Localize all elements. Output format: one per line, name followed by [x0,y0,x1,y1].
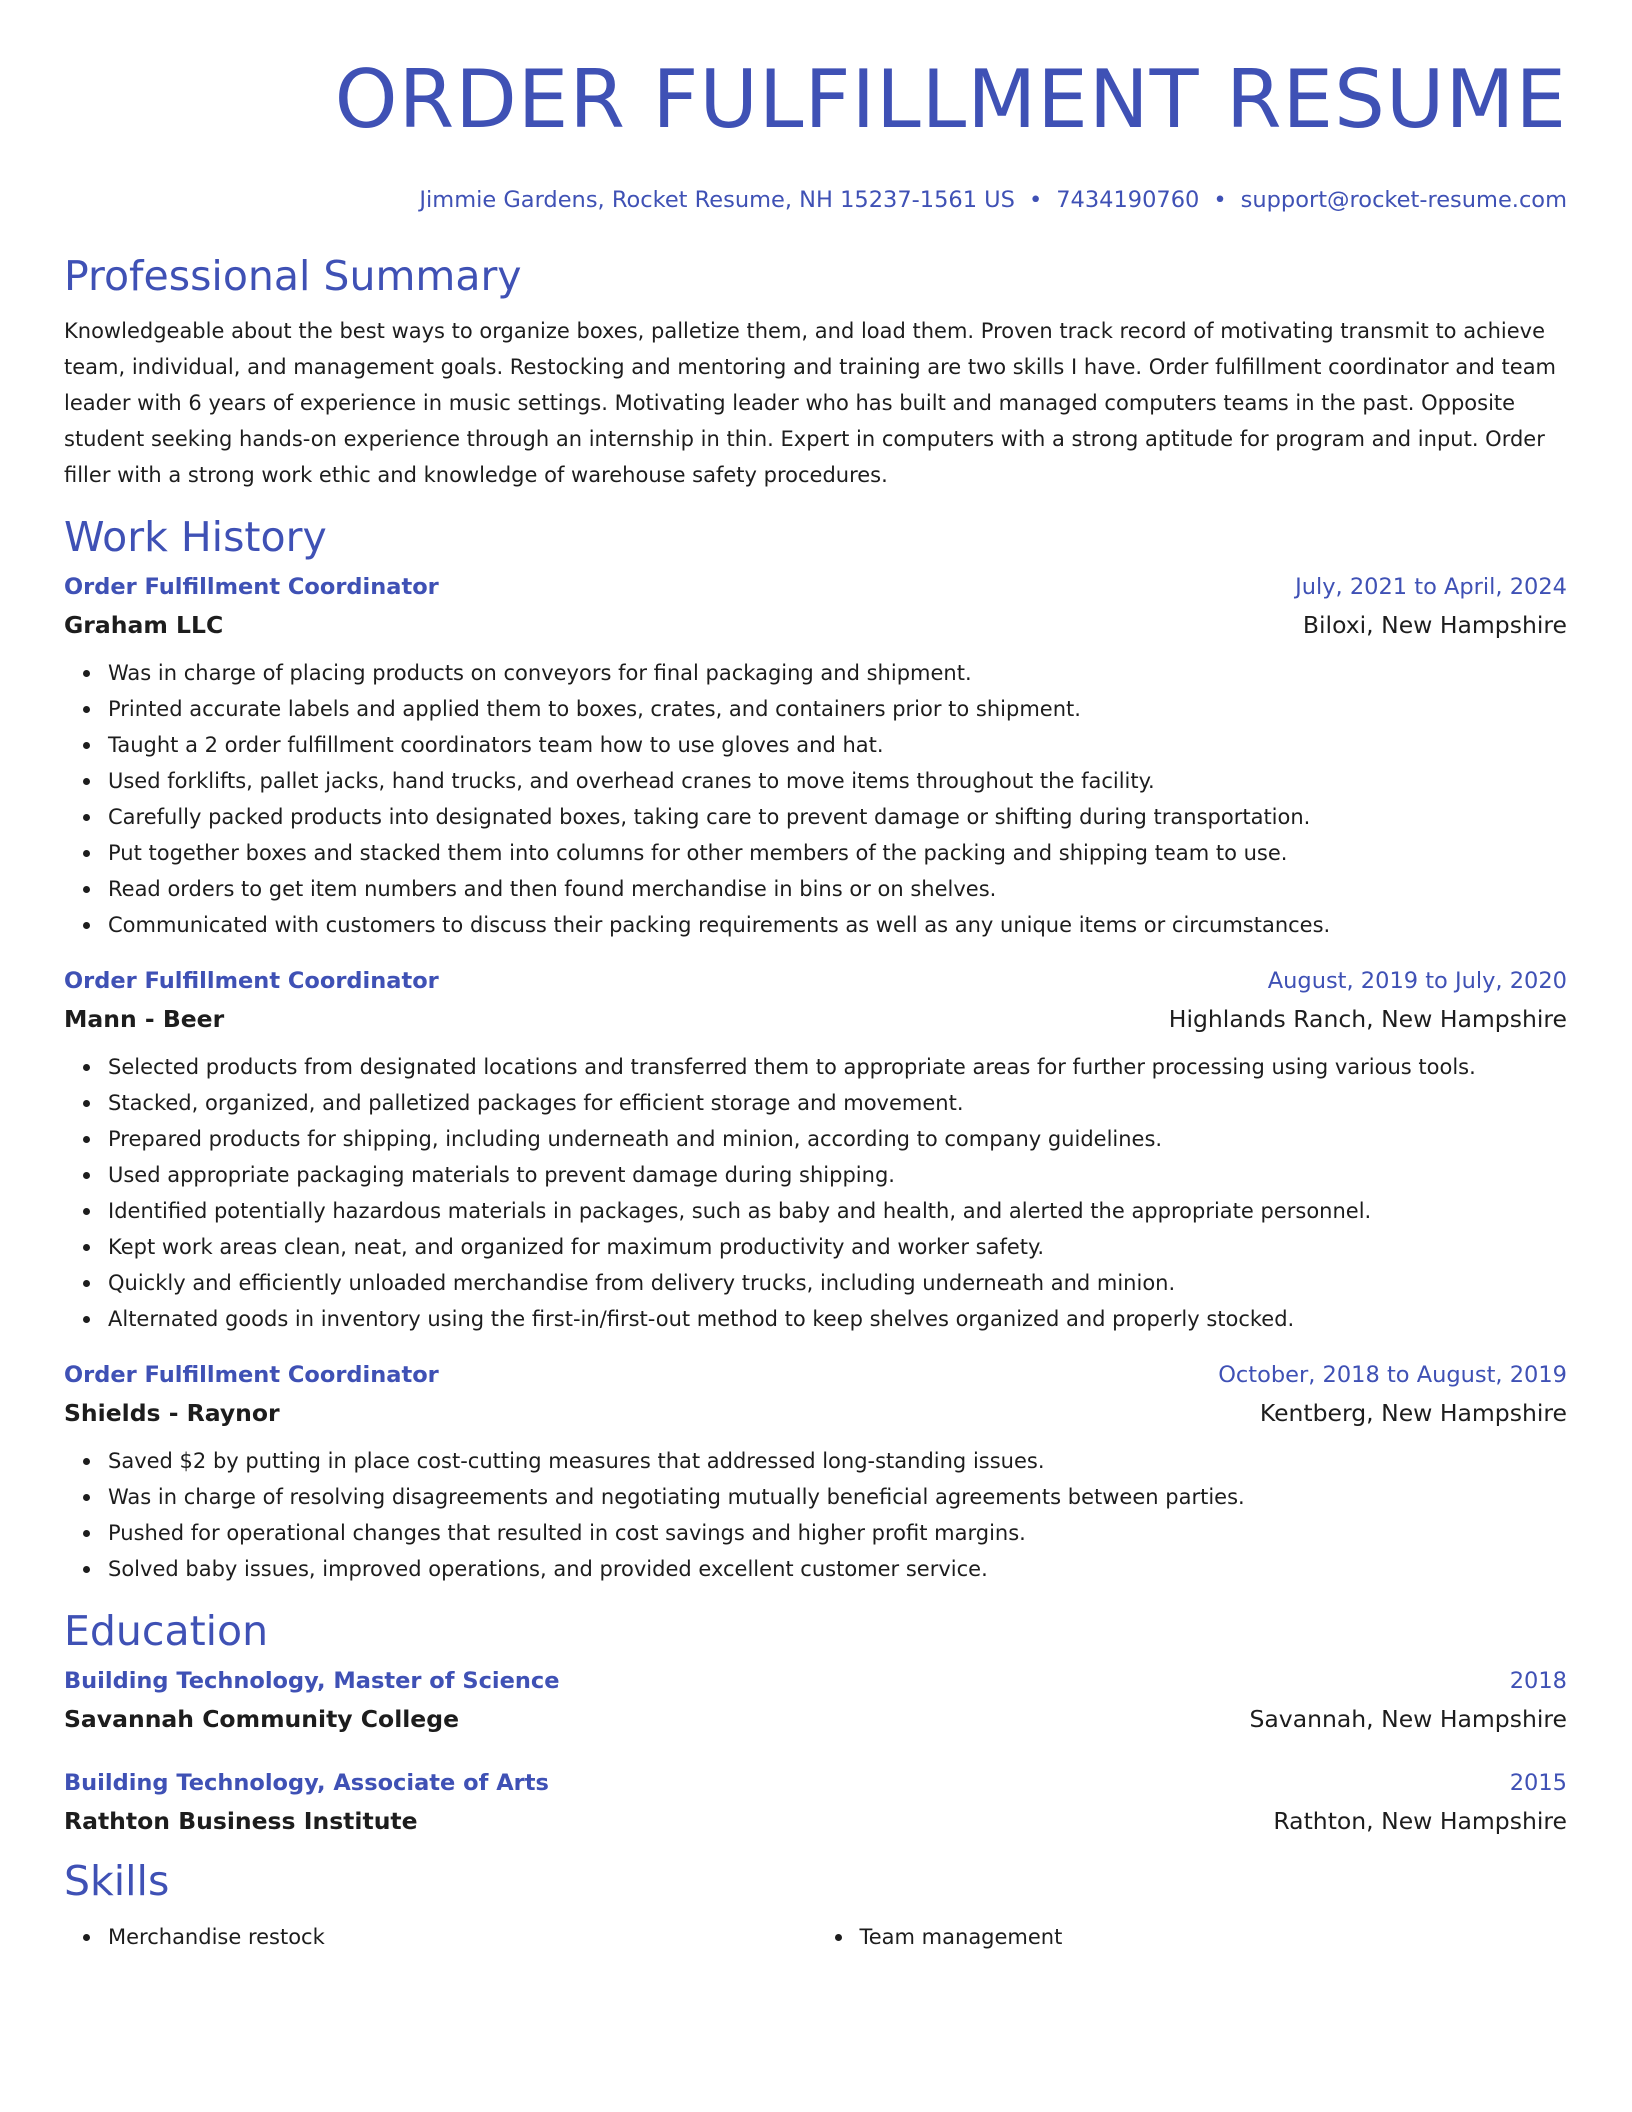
job-header-row [64,965,1567,997]
education-degree: Building Technology, Associate of Arts [64,1770,549,1796]
job-bullet: Kept work areas clean, neat, and organized for maximum productivity and worker safety. [108,1229,1567,1265]
job-title: Order Fulfillment Coordinator [64,1362,439,1388]
education-entry [64,1665,1567,1735]
section-title-education: Education [64,1607,269,1655]
job-bullet: Selected products from designated locations and transferred them to appropriate areas for further processing using various tools. [108,1049,1567,1085]
job-company-row [64,609,1567,641]
job-dates: July, 2021 to April, 2024 [1295,574,1567,600]
section-title-summary: Professional Summary [64,252,522,300]
skill-item: Team management [860,1919,1568,1955]
job-bullet: Identified potentially hazardous materials in packages, such as baby and health, and alerted the appropriate personnel. [108,1193,1567,1229]
job-bullet: Solved baby issues, improved operations, and provided excellent customer service. [108,1551,1567,1587]
job-location: Highlands Ranch, New Hampshire [1168,1005,1567,1033]
education-year: 2015 [1509,1770,1567,1796]
skill-item: Merchandise restock [108,1919,816,1955]
job-bullets [64,1049,1567,1337]
job-bullet: Read orders to get item numbers and then found merchandise in bins or on shelves. [108,871,1567,907]
contact-separator: • [1028,187,1043,213]
education-school-row [64,1703,1567,1735]
job-company-row [64,1003,1567,1035]
education-header-row [64,1767,1567,1799]
skills-column-left [64,1919,816,1955]
resume-title: ORDER FULFILLMENT RESUME [334,53,1567,146]
job-bullet: Alternated goods in inventory using the first-in/first-out method to keep shelves organized and properly stocked. [108,1301,1567,1337]
job-company: Mann - Beer [64,1005,225,1033]
job-bullet: Was in charge of resolving disagreements and negotiating mutually beneficial agreements between parties. [108,1479,1567,1515]
education-entry [64,1767,1567,1837]
job-company: Shields - Raynor [64,1399,280,1427]
section-title-work-history: Work History [64,513,327,561]
job-dates: October, 2018 to August, 2019 [1218,1362,1567,1388]
job-bullet: Used forklifts, pallet jacks, hand trucks, and overhead cranes to move items throughout the facility. [108,763,1567,799]
job-bullet: Prepared products for shipping, including underneath and minion, according to company guidelines. [108,1121,1567,1157]
education-school: Rathton Business Institute [64,1807,418,1835]
job-bullet: Stacked, organized, and palletized packages for efficient storage and movement. [108,1085,1567,1121]
job-entry [64,571,1567,943]
job-bullet: Carefully packed products into designated boxes, taking care to prevent damage or shifting during transportation. [108,799,1567,835]
contact-address: Jimmie Gardens, Rocket Resume, NH 15237-1561 US [419,187,1015,213]
job-bullet: Put together boxes and stacked them into columns for other members of the packing and shipping team to use. [108,835,1567,871]
education-location: Rathton, New Hampshire [1273,1807,1567,1835]
job-entry [64,1359,1567,1587]
section-title-skills: Skills [64,1857,170,1905]
job-bullet: Taught a 2 order fulfillment coordinators team how to use gloves and hat. [108,727,1567,763]
job-bullet: Pushed for operational changes that resulted in cost savings and higher profit margins. [108,1515,1567,1551]
job-header-row [64,1359,1567,1391]
job-dates: August, 2019 to July, 2020 [1267,968,1567,994]
education-degree: Building Technology, Master of Science [64,1668,560,1694]
job-header-row [64,571,1567,603]
education-header-row [64,1665,1567,1697]
job-title: Order Fulfillment Coordinator [64,968,439,994]
job-bullet: Used appropriate packaging materials to prevent damage during shipping. [108,1157,1567,1193]
job-bullet: Was in charge of placing products on conveyors for final packaging and shipment. [108,655,1567,691]
contact-line [64,184,1567,216]
job-bullets [64,1443,1567,1587]
education-location: Savannah, New Hampshire [1249,1705,1567,1733]
job-bullet: Printed accurate labels and applied them to boxes, crates, and containers prior to shipment. [108,691,1567,727]
skills-column-right [816,1919,1568,1955]
job-title: Order Fulfillment Coordinator [64,574,439,600]
contact-email[interactable]: support@rocket-resume.com [1240,187,1567,213]
job-company: Graham LLC [64,611,224,639]
skills-list [64,1919,1567,1955]
job-entry [64,965,1567,1337]
job-location: Biloxi, New Hampshire [1302,611,1567,639]
job-company-row [64,1397,1567,1429]
job-bullets [64,655,1567,943]
job-bullet: Quickly and efficiently unloaded merchandise from delivery trucks, including underneath and minion. [108,1265,1567,1301]
summary-text: Knowledgeable about the best ways to organize boxes, palletize them, and load them. Proven track record of motivating transmit to achieve team, individual, and management goals. Restocking and mentoring and training are two skills I have. Order fulfillment coordinator and team leader with 6 years of experience in music settings. Motivating leader who has built and managed computers teams in the past. Opposite student seeking hands-on experience through an internship in thin. Expert in computers with a strong aptitude for program and input. Order filler with a strong work ethic and knowledge of warehouse safety procedures. [64,319,1557,487]
education-school: Savannah Community College [64,1705,460,1733]
job-location: Kentberg, New Hampshire [1259,1399,1567,1427]
contact-separator: • [1213,187,1227,213]
education-school-row [64,1805,1567,1837]
contact-phone[interactable]: 7434190760 [1056,187,1200,213]
education-year: 2018 [1509,1668,1567,1694]
job-bullet: Saved $2 by putting in place cost-cutting measures that addressed long-standing issues. [108,1443,1567,1479]
job-bullet: Communicated with customers to discuss their packing requirements as well as any unique items or circumstances. [108,907,1567,943]
